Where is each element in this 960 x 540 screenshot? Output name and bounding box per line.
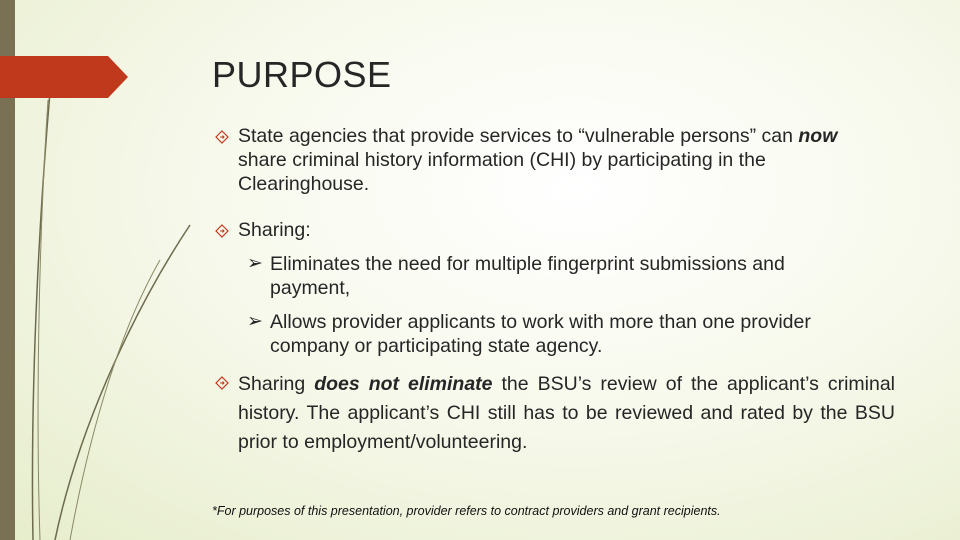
bullet-text-pre: Sharing — [238, 373, 315, 395]
sub-bullet-2 — [247, 310, 887, 358]
sub-bullet-1 — [247, 252, 867, 300]
bullet-item-1 — [215, 124, 875, 196]
bullet-text-post: share criminal history information (CHI) by participating in the Clearinghouse. — [238, 149, 766, 195]
sub-bullet-text: Allows provider applicants to work with more than one provider company or participating state agency. — [270, 311, 811, 357]
emphasis-does-not-eliminate: does not eliminate — [314, 373, 493, 395]
bullet-text — [238, 370, 895, 457]
bullet-text-post: the BSU’s review of the applicant’s criminal history. The applicant’s CHI still has to be reviewed and rated by the BSU prior to employment/volunteering. — [238, 373, 895, 453]
title-accent-tab — [0, 56, 130, 98]
bullet-text — [238, 124, 875, 196]
diamond-bullet-icon — [215, 130, 229, 144]
bullet-text-pre: State agencies that provide services to “vulnerable persons” can — [238, 125, 799, 147]
slide-title: PURPOSE — [212, 54, 392, 95]
sub-bullet-text: Eliminates the need for multiple fingerprint submissions and payment, — [270, 253, 785, 299]
footnote: *For purposes of this presentation, provider refers to contract providers and grant recipients. — [212, 504, 721, 518]
arrow-bullet-icon: ➢ — [247, 311, 263, 332]
arrow-bullet-icon: ➢ — [247, 253, 263, 274]
diamond-bullet-icon — [215, 224, 229, 238]
bullet-item-2 — [215, 218, 875, 242]
bullet-item-3 — [215, 370, 895, 457]
emphasis-now: now — [798, 125, 838, 147]
diamond-bullet-icon — [215, 376, 229, 390]
bullet-text: Sharing: — [238, 219, 311, 241]
